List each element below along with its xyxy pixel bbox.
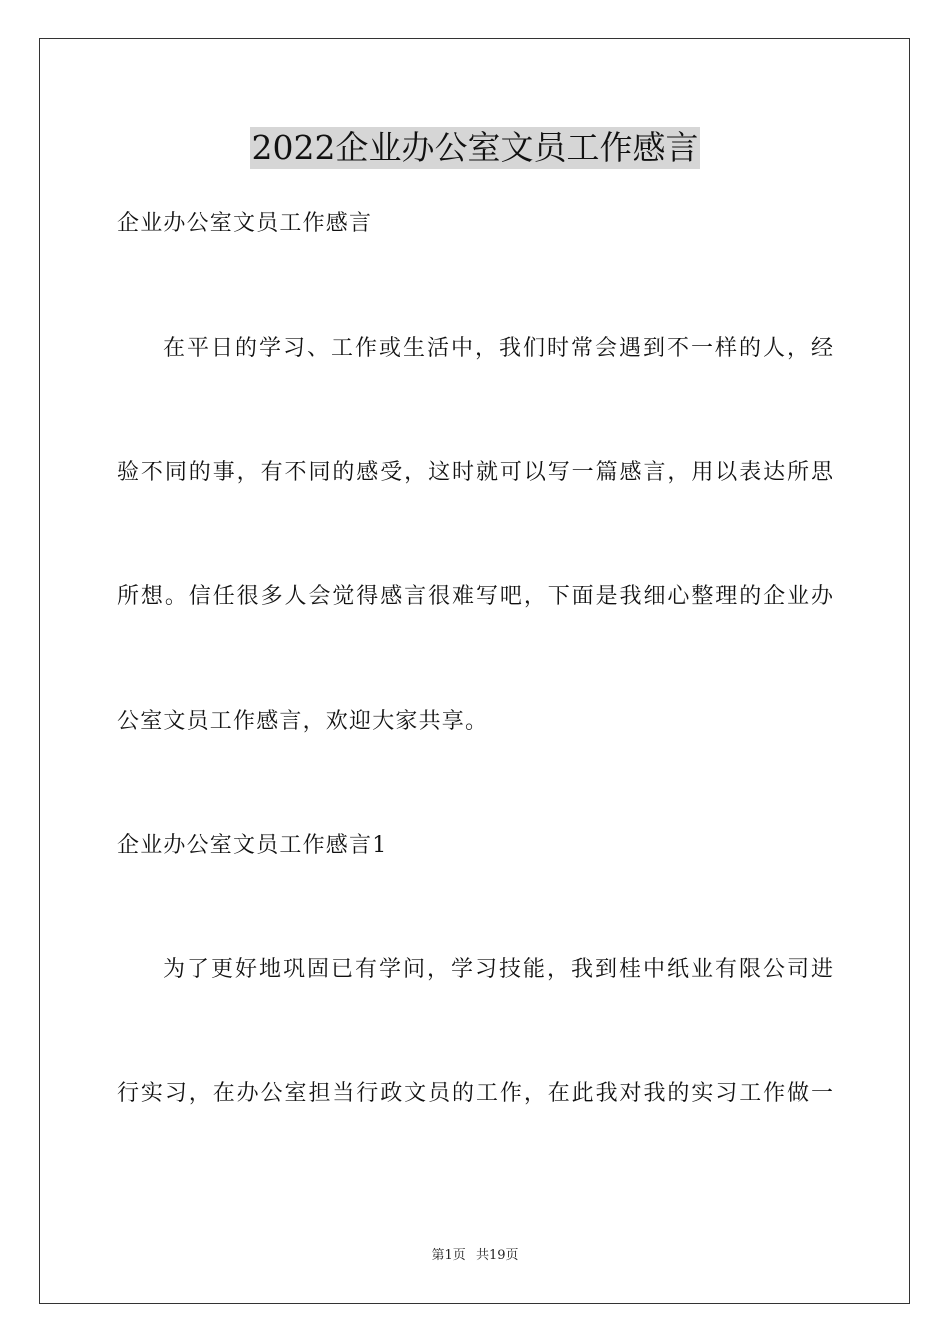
document-subtitle: 企业办公室文员工作感言	[117, 211, 373, 236]
paragraph-line: 行实习，在办公室担当行政文员的工作，在此我对我的实习工作做一	[117, 1081, 833, 1106]
page-total: 共19页	[475, 1248, 519, 1263]
paragraph-line: 所想。信任很多人会觉得感言很难写吧，下面是我细心整理的企业办	[117, 584, 833, 609]
paragraph-line: 公室文员工作感言，欢迎大家共享。	[117, 709, 489, 734]
paragraph-line: 为了更好地巩固已有学问，学习技能，我到桂中纸业有限公司进	[163, 957, 833, 982]
section-heading: 企业办公室文员工作感言1	[117, 833, 388, 858]
document-title: 2022企业办公室文员工作感言	[251, 128, 699, 167]
paragraph-line: 验不同的事，有不同的感受，这时就可以写一篇感言，用以表达所思	[117, 460, 833, 485]
page-footer	[0, 1247, 950, 1265]
page-number: 第1页	[431, 1248, 466, 1263]
paragraph-line: 在平日的学习、工作或生活中，我们时常会遇到不一样的人，经	[163, 336, 833, 361]
title-container	[0, 127, 950, 169]
